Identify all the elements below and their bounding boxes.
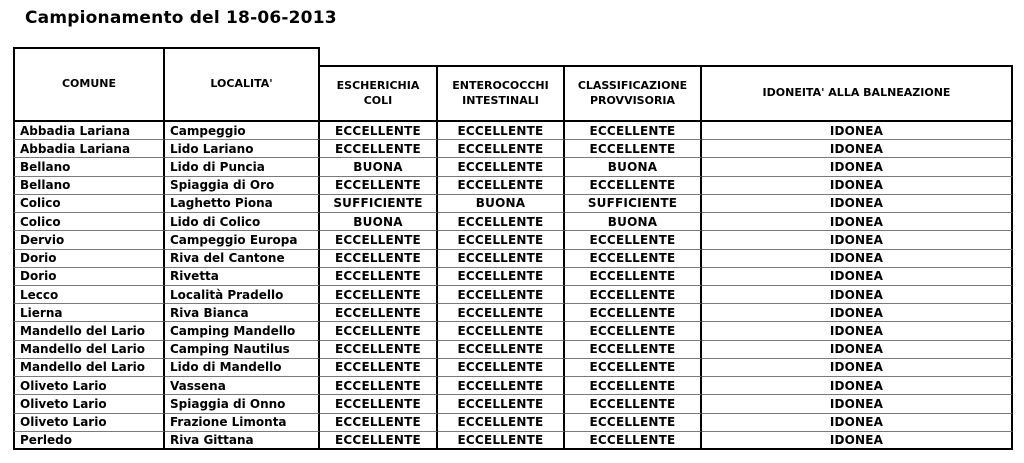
- cell-escherichia: ECCELLENTE: [320, 268, 438, 286]
- cell-classificazione: ECCELLENTE: [565, 395, 702, 413]
- cell-localita: Riva Gittana: [165, 432, 320, 450]
- water-quality-table: [13, 47, 1013, 450]
- cell-comune: Perledo: [13, 432, 165, 450]
- header-gap: [320, 47, 438, 65]
- cell-escherichia: ECCELLENTE: [320, 231, 438, 249]
- cell-classificazione: ECCELLENTE: [565, 122, 702, 140]
- cell-escherichia: ECCELLENTE: [320, 304, 438, 322]
- cell-idoneita: IDONEA: [702, 322, 1013, 340]
- cell-classificazione: ECCELLENTE: [565, 177, 702, 195]
- cell-comune: Bellano: [13, 158, 165, 176]
- cell-comune: Colico: [13, 213, 165, 231]
- cell-comune: Dorio: [13, 250, 165, 268]
- cell-classificazione: ECCELLENTE: [565, 231, 702, 249]
- cell-escherichia: ECCELLENTE: [320, 359, 438, 377]
- cell-escherichia: ECCELLENTE: [320, 341, 438, 359]
- column-header-idoneita: IDONEITA' ALLA BALNEAZIONE: [702, 65, 1013, 122]
- cell-localita: Lido di Mandello: [165, 359, 320, 377]
- cell-localita: Laghetto Piona: [165, 195, 320, 213]
- cell-enterococchi: ECCELLENTE: [438, 177, 565, 195]
- cell-idoneita: IDONEA: [702, 213, 1013, 231]
- cell-idoneita: IDONEA: [702, 377, 1013, 395]
- cell-classificazione: ECCELLENTE: [565, 250, 702, 268]
- cell-localita: Riva Bianca: [165, 304, 320, 322]
- cell-localita: Vassena: [165, 377, 320, 395]
- cell-idoneita: IDONEA: [702, 177, 1013, 195]
- cell-idoneita: IDONEA: [702, 414, 1013, 432]
- cell-comune: Dervio: [13, 231, 165, 249]
- cell-comune: Abbadia Lariana: [13, 140, 165, 158]
- cell-escherichia: ECCELLENTE: [320, 414, 438, 432]
- cell-idoneita: IDONEA: [702, 304, 1013, 322]
- cell-localita: Lido di Colico: [165, 213, 320, 231]
- cell-enterococchi: ECCELLENTE: [438, 268, 565, 286]
- cell-enterococchi: ECCELLENTE: [438, 231, 565, 249]
- cell-localita: Camping Nautilus: [165, 341, 320, 359]
- cell-idoneita: IDONEA: [702, 250, 1013, 268]
- cell-escherichia: ECCELLENTE: [320, 140, 438, 158]
- cell-comune: Lecco: [13, 286, 165, 304]
- cell-comune: Mandello del Lario: [13, 322, 165, 340]
- header-gap: [702, 47, 1013, 65]
- cell-comune: Oliveto Lario: [13, 395, 165, 413]
- cell-escherichia: ECCELLENTE: [320, 286, 438, 304]
- cell-localita: Campeggio Europa: [165, 231, 320, 249]
- cell-escherichia: ECCELLENTE: [320, 377, 438, 395]
- cell-enterococchi: ECCELLENTE: [438, 322, 565, 340]
- cell-idoneita: IDONEA: [702, 286, 1013, 304]
- cell-idoneita: IDONEA: [702, 140, 1013, 158]
- cell-localita: Lido di Puncia: [165, 158, 320, 176]
- cell-comune: Mandello del Lario: [13, 359, 165, 377]
- column-header-escherichia: ESCHERICHIA COLI: [320, 65, 438, 122]
- cell-enterococchi: ECCELLENTE: [438, 377, 565, 395]
- cell-idoneita: IDONEA: [702, 359, 1013, 377]
- cell-idoneita: IDONEA: [702, 432, 1013, 450]
- cell-idoneita: IDONEA: [702, 341, 1013, 359]
- column-header-enterococchi: ENTEROCOCCHI INTESTINALI: [438, 65, 565, 122]
- cell-enterococchi: ECCELLENTE: [438, 432, 565, 450]
- cell-classificazione: BUONA: [565, 213, 702, 231]
- cell-comune: Abbadia Lariana: [13, 122, 165, 140]
- cell-classificazione: ECCELLENTE: [565, 432, 702, 450]
- cell-localita: Camping Mandello: [165, 322, 320, 340]
- column-header-localita: LOCALITA': [165, 47, 320, 122]
- cell-idoneita: IDONEA: [702, 158, 1013, 176]
- cell-classificazione: ECCELLENTE: [565, 322, 702, 340]
- cell-enterococchi: ECCELLENTE: [438, 395, 565, 413]
- cell-escherichia: SUFFICIENTE: [320, 195, 438, 213]
- cell-localita: Spiaggia di Onno: [165, 395, 320, 413]
- cell-localita: Lido Lariano: [165, 140, 320, 158]
- cell-idoneita: IDONEA: [702, 231, 1013, 249]
- cell-classificazione: ECCELLENTE: [565, 414, 702, 432]
- cell-comune: Lierna: [13, 304, 165, 322]
- cell-enterococchi: ECCELLENTE: [438, 304, 565, 322]
- cell-escherichia: ECCELLENTE: [320, 122, 438, 140]
- cell-classificazione: ECCELLENTE: [565, 359, 702, 377]
- cell-comune: Mandello del Lario: [13, 341, 165, 359]
- cell-localita: Campeggio: [165, 122, 320, 140]
- cell-classificazione: SUFFICIENTE: [565, 195, 702, 213]
- cell-classificazione: ECCELLENTE: [565, 286, 702, 304]
- cell-comune: Colico: [13, 195, 165, 213]
- cell-comune: Oliveto Lario: [13, 377, 165, 395]
- cell-localita: Spiaggia di Oro: [165, 177, 320, 195]
- cell-escherichia: ECCELLENTE: [320, 395, 438, 413]
- cell-enterococchi: ECCELLENTE: [438, 140, 565, 158]
- cell-idoneita: IDONEA: [702, 395, 1013, 413]
- cell-enterococchi: ECCELLENTE: [438, 414, 565, 432]
- cell-classificazione: BUONA: [565, 158, 702, 176]
- cell-classificazione: ECCELLENTE: [565, 377, 702, 395]
- cell-localita: Rivetta: [165, 268, 320, 286]
- header-gap: [565, 47, 702, 65]
- cell-enterococchi: ECCELLENTE: [438, 341, 565, 359]
- cell-escherichia: ECCELLENTE: [320, 250, 438, 268]
- column-header-classificazione: CLASSIFICAZIONE PROVVISORIA: [565, 65, 702, 122]
- cell-classificazione: ECCELLENTE: [565, 268, 702, 286]
- page-title: Campionamento del 18-06-2013: [25, 8, 337, 28]
- cell-localita: Riva del Cantone: [165, 250, 320, 268]
- cell-escherichia: ECCELLENTE: [320, 177, 438, 195]
- cell-escherichia: ECCELLENTE: [320, 432, 438, 450]
- cell-enterococchi: ECCELLENTE: [438, 122, 565, 140]
- cell-enterococchi: ECCELLENTE: [438, 213, 565, 231]
- cell-localita: Località Pradello: [165, 286, 320, 304]
- cell-classificazione: ECCELLENTE: [565, 341, 702, 359]
- cell-enterococchi: ECCELLENTE: [438, 286, 565, 304]
- cell-enterococchi: BUONA: [438, 195, 565, 213]
- cell-comune: Oliveto Lario: [13, 414, 165, 432]
- cell-idoneita: IDONEA: [702, 122, 1013, 140]
- cell-enterococchi: ECCELLENTE: [438, 359, 565, 377]
- cell-comune: Dorio: [13, 268, 165, 286]
- cell-enterococchi: ECCELLENTE: [438, 250, 565, 268]
- cell-classificazione: ECCELLENTE: [565, 304, 702, 322]
- cell-escherichia: BUONA: [320, 158, 438, 176]
- cell-comune: Bellano: [13, 177, 165, 195]
- column-header-comune: COMUNE: [13, 47, 165, 122]
- cell-idoneita: IDONEA: [702, 268, 1013, 286]
- cell-enterococchi: ECCELLENTE: [438, 158, 565, 176]
- cell-idoneita: IDONEA: [702, 195, 1013, 213]
- cell-classificazione: ECCELLENTE: [565, 140, 702, 158]
- header-gap: [438, 47, 565, 65]
- cell-escherichia: ECCELLENTE: [320, 322, 438, 340]
- cell-localita: Frazione Limonta: [165, 414, 320, 432]
- cell-escherichia: BUONA: [320, 213, 438, 231]
